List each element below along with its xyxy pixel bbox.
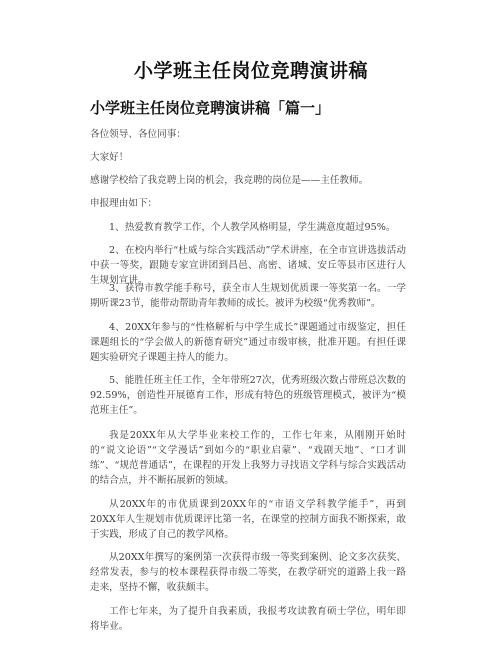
paragraph-career-4: 工作七年来，为了提升自我素质，我报考攻读教育硕士学位，明年即将毕业。	[90, 606, 406, 632]
paragraph-career-1: 我是20XX年从大学毕业来校工作的，工作七年来，从刚刚开始时的“说文论语”“文学漫话”到如今的“职业启蒙”、“戏剧天地”、“口才训练”、“规范普通话”，在课程的开发上我努力寻找语文学科与综合实践活动的结合点，并不断拓展新的领域。	[90, 430, 406, 486]
paragraph-reason-2: 2、在校内举行“杜威与综合实践活动”学术讲座，在全市宣讲选拔活动中获一等奖，跟随专家宣讲团到昌邑、高密、诸城、安丘等县市区进行人生规划宣讲。	[90, 245, 406, 286]
paragraph-reason-1: 1、热爱教育教学工作，个人教学风格明显，学生满意度超过95%。	[109, 222, 396, 233]
paragraph-reason-3: 3、获得市教学能手称号，获全市人生规划优质课一等奖第一名。一学期听课23节，能带动帮助青年教师的成长。被评为校级“优秀教师”。	[90, 283, 406, 309]
paragraph-thanks: 感谢学校给了我竞聘上岗的机会，我竞聘的岗位是——主任教师。	[90, 175, 369, 186]
document-title: 小学班主任岗位竞聘演讲稿	[133, 60, 368, 82]
paragraph-reasons-intro: 申报理由如下：	[90, 198, 158, 209]
section-heading: 小学班主任岗位竞聘演讲稿「篇一」	[90, 99, 331, 117]
paragraph-career-3: 从20XX年撰写的案例第一次获得市级一等奖到案例、论文多次获奖、经常发表，参与的校本课程获得市级二等奖，在教学研究的道路上我一路走来，坚持不懈，收获颇丰。	[90, 552, 406, 593]
paragraph-hello: 大家好！	[90, 152, 129, 163]
paragraph-reason-5: 5、能胜任班主任工作，全年带班27次，优秀班级次数占带班总次数的92.59%，创造性开展德育工作，形成有特色的班级管理模式，被评为“模范班主任”。	[90, 375, 406, 416]
paragraph-greeting: 各位领导、各位同事：	[90, 129, 186, 140]
paragraph-career-2: 从20XX年的市优质课到20XX年的“市语文学科教学能手”，再到20XX年人生规划市优质课评比第一名，在课堂的控制方面我不断探索，敢于实践，形成了自己的教学风格。	[90, 499, 406, 540]
paragraph-reason-4: 4、20XX年参与的“性格解析与中学生成长”课题通过市级鉴定，担任课题组长的“学会做人的新德育研究”通过市级审核，批准开题。有担任课题实验研究子课题主持人的能力。	[90, 322, 406, 363]
